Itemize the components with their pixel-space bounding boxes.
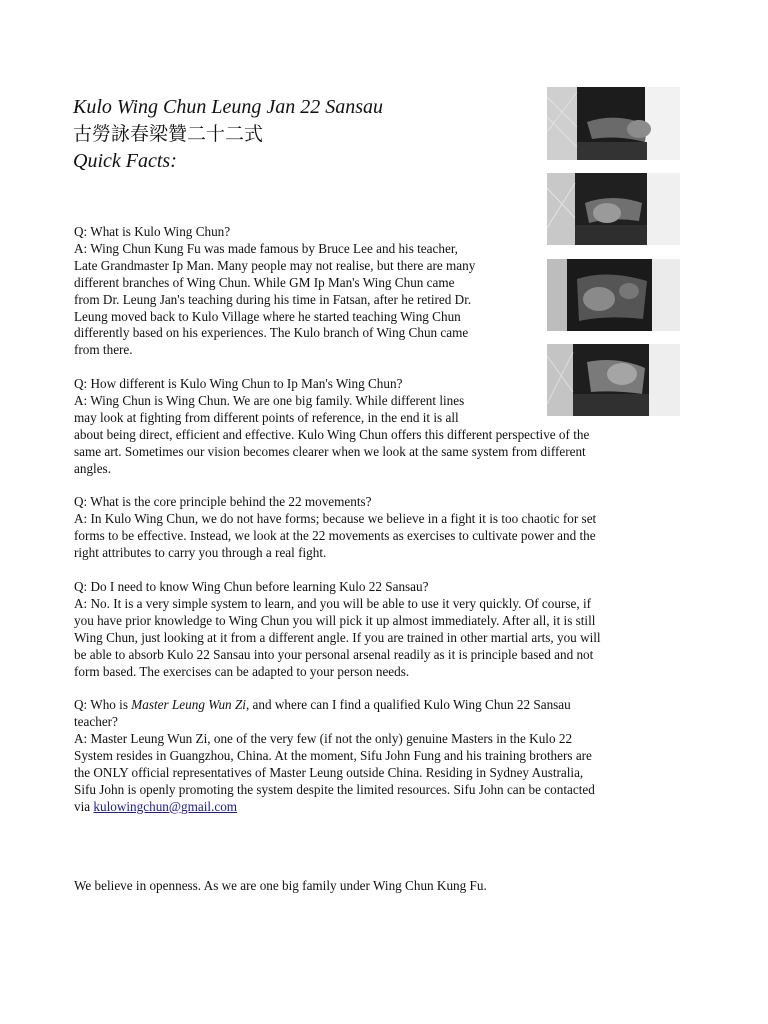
document-title xyxy=(73,94,383,175)
title-line-english: Kulo Wing Chun Leung Jan 22 Sansau xyxy=(73,96,384,118)
answer-line: form based. The exercises can be adapted to your person needs. xyxy=(74,663,410,679)
faq-answer xyxy=(74,393,690,478)
answer-line: Sifu John is openly promoting the system despite the limited resources. Sifu John can be contacted xyxy=(74,781,595,797)
faq-answer xyxy=(74,596,690,681)
master-name: Master Leung Wun Zi xyxy=(131,697,246,713)
answer-line: Leung moved back to Kulo Village where he started teaching Wing Chun xyxy=(74,308,461,324)
faq-question: Q: How different is Kulo Wing Chun to Ip Man's Wing Chun? xyxy=(74,376,403,392)
faq-answer xyxy=(74,731,690,816)
answer-line: the ONLY official representatives of Master Leung outside China. Residing in Sydney Australia, xyxy=(74,764,584,780)
answer-line: A: No. It is a very simple system to learn, and you will be able to use it very quickly. Of course, if xyxy=(74,595,592,611)
answer-line: Wing Chun, just looking at it from a different angle. If you are trained in other martial arts, you will xyxy=(74,629,601,645)
faq-body xyxy=(74,224,690,833)
email-link[interactable]: kulowingchun@gmail.com xyxy=(93,798,238,814)
answer-line: right attributes to carry you through a real fight. xyxy=(74,545,327,561)
answer-line: differently based on his experiences. The Kulo branch of Wing Chun came xyxy=(74,325,469,341)
contact-line xyxy=(74,799,690,816)
answer-line: about being direct, efficient and effective. Kulo Wing Chun offers this different perspective of the xyxy=(74,426,590,442)
answer-line: Late Grandmaster Ip Man. Many people may not realise, but there are many xyxy=(74,257,476,273)
question-suffix: , and where can I find a qualified Kulo Wing Chun 22 Sansau xyxy=(245,697,571,713)
answer-line: angles. xyxy=(74,460,111,476)
answer-line: A: In Kulo Wing Chun, we do not have forms; because we believe in a fight it is too chaotic for set xyxy=(74,511,597,527)
answer-line: forms to be effective. Instead, we look at the 22 movements as exercises to cultivate power and the xyxy=(74,528,596,544)
answer-line: System resides in Guangzhou, China. At the moment, Sifu John Fung and his training brothers are xyxy=(74,748,592,764)
answer-line: A: Master Leung Wun Zi, one of the very few (if not the only) genuine Masters in the Kulo 22 xyxy=(74,731,573,747)
faq-item xyxy=(74,224,690,359)
faq-question: Q: What is Kulo Wing Chun? xyxy=(74,224,231,239)
answer-line: from there. xyxy=(74,342,133,358)
question-line xyxy=(74,697,690,714)
question-line: teacher? xyxy=(74,714,118,730)
faq-question xyxy=(74,697,690,731)
answer-line: A: Wing Chun Kung Fu was made famous by Bruce Lee and his teacher, xyxy=(74,240,458,256)
faq-item xyxy=(74,579,690,680)
answer-line: from Dr. Leung Jan's teaching during his time in Fatsan, after he retired Dr. xyxy=(74,291,472,307)
answer-line: be able to absorb Kulo 22 Sansau into your personal arsenal readily as it is principle based and not xyxy=(74,646,594,662)
photo-stance-1 xyxy=(547,87,680,160)
contact-prefix: via xyxy=(74,798,94,814)
faq-item xyxy=(74,376,690,477)
closing-statement: We believe in openness. As we are one big family under Wing Chun Kung Fu. xyxy=(74,878,487,893)
answer-line: may look at fighting from different points of reference, in the end it is all xyxy=(74,409,459,425)
faq-question: Q: Do I need to know Wing Chun before learning Kulo 22 Sansau? xyxy=(74,578,429,594)
faq-question: Q: What is the core principle behind the 22 movements? xyxy=(74,494,372,510)
faq-answer xyxy=(74,241,690,359)
question-prefix: Q: Who is xyxy=(74,697,132,713)
answer-line: A: Wing Chun is Wing Chun. We are one big family. While different lines xyxy=(74,393,465,409)
title-line-quick-facts: Quick Facts: xyxy=(73,150,177,172)
faq-answer xyxy=(74,511,690,562)
answer-line: same art. Sometimes our vision becomes clearer when we look at the same system from different xyxy=(74,443,586,459)
faq-item xyxy=(74,697,690,815)
faq-item xyxy=(74,494,690,562)
title-line-chinese: 古勞詠春梁贊二十二式 xyxy=(73,123,264,145)
answer-line: different branches of Wing Chun. While GM Ip Man's Wing Chun came xyxy=(74,274,455,290)
answer-line: you have prior knowledge to Wing Chun you will pick it up almost immediately. After all, it is still xyxy=(74,612,596,628)
